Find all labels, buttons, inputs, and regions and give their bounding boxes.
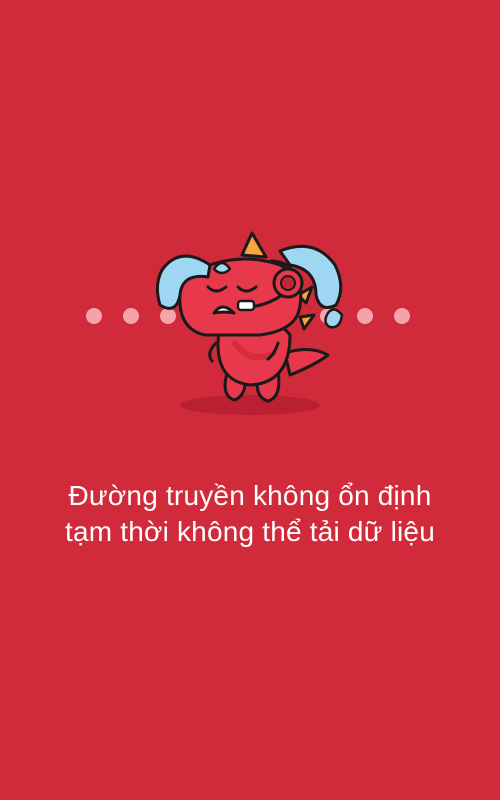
error-message-line-2: tạm thời không thể tải dữ liệu [65,516,435,547]
loading-dot [357,308,373,324]
loading-dot [394,308,410,324]
error-message [0,478,500,550]
loading-dot [123,308,139,324]
crying-dinosaur-icon [150,225,350,425]
error-message-line-1: Đường truyền không ổn định [68,480,432,511]
loading-dot [86,308,102,324]
